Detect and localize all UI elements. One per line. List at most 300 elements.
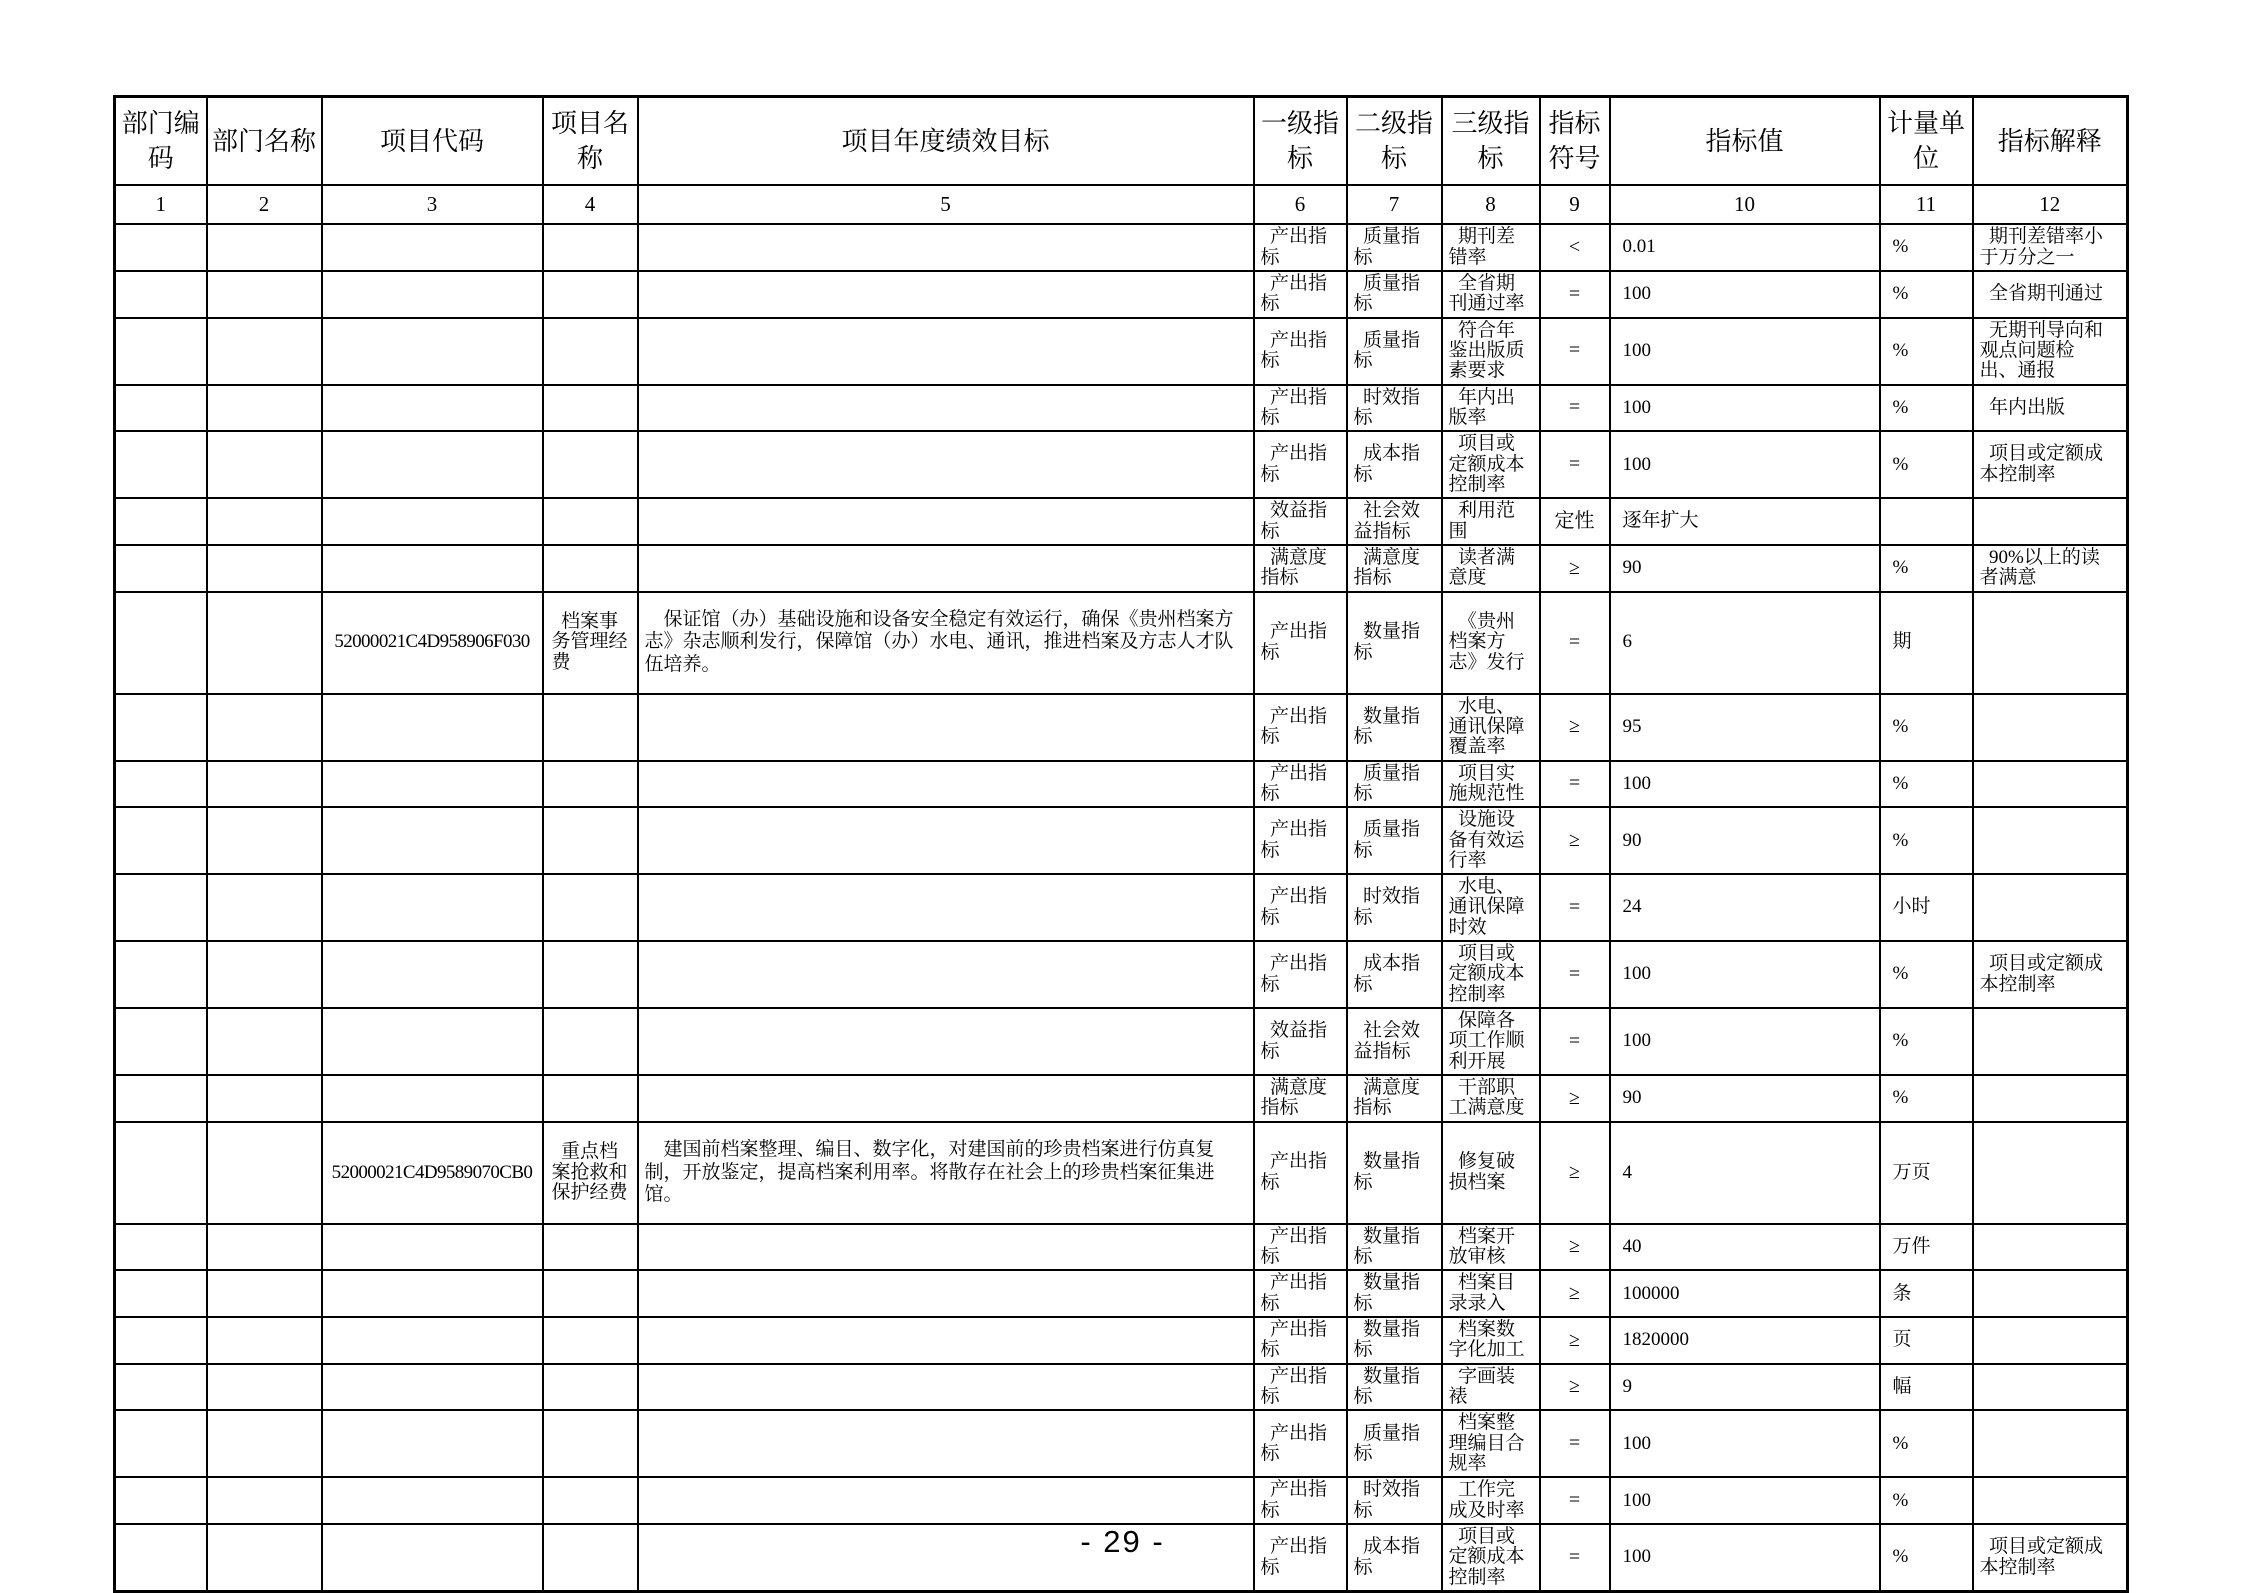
cell-annual-performance-target (638, 498, 1254, 545)
cell-indicator-value: 90 (1610, 807, 1880, 874)
cell-annual-performance-target (638, 694, 1254, 761)
cell-level3-indicator: 修复破损档案 (1442, 1122, 1540, 1224)
cell-dept-code (115, 1410, 207, 1477)
cell-measure-unit: % (1880, 1075, 1973, 1122)
cell-measure-unit: % (1880, 385, 1973, 432)
cell-indicator-value: 逐年扩大 (1610, 498, 1880, 545)
cell-dept-code (115, 761, 207, 808)
table-row (115, 874, 2128, 941)
cell-level1-indicator: 效益指标 (1254, 498, 1347, 545)
table-row (115, 941, 2128, 1008)
cell-indicator-value: 90 (1610, 1075, 1880, 1122)
cell-dept-name (207, 1317, 322, 1364)
cell-project-name (543, 1364, 638, 1411)
cell-annual-performance-target (638, 1075, 1254, 1122)
cell-measure-unit: 条 (1880, 1270, 1973, 1317)
cell-indicator-symbol: = (1540, 761, 1610, 808)
cell-indicator-explanation: 项目或定额成本控制率 (1973, 431, 2128, 498)
column-header-3: 项目代码 (322, 97, 543, 186)
cell-indicator-explanation: 年内出版 (1973, 385, 2128, 432)
cell-indicator-explanation (1973, 1008, 2128, 1075)
cell-level3-indicator: 项目或定额成本控制率 (1442, 431, 1540, 498)
cell-level1-indicator: 满意度指标 (1254, 545, 1347, 592)
cell-project-code (322, 941, 543, 1008)
table-row (115, 1317, 2128, 1364)
cell-project-code (322, 224, 543, 271)
cell-measure-unit: % (1880, 224, 1973, 271)
table-row (115, 1224, 2128, 1271)
cell-indicator-value: 0.01 (1610, 224, 1880, 271)
cell-indicator-value: 100 (1610, 1524, 1880, 1591)
cell-measure-unit: % (1880, 271, 1973, 318)
cell-level3-indicator: 期刊差错率 (1442, 224, 1540, 271)
cell-dept-code (115, 1224, 207, 1271)
cell-dept-code (115, 498, 207, 545)
cell-project-name (543, 761, 638, 808)
cell-indicator-symbol: = (1540, 1477, 1610, 1524)
table-body (115, 224, 2128, 1591)
table-row (115, 694, 2128, 761)
cell-dept-code (115, 1477, 207, 1524)
column-header-2: 部门名称 (207, 97, 322, 186)
cell-indicator-value: 100 (1610, 761, 1880, 808)
column-number-7: 7 (1347, 185, 1442, 224)
cell-project-name (543, 807, 638, 874)
cell-annual-performance-target (638, 271, 1254, 318)
cell-indicator-symbol: = (1540, 271, 1610, 318)
cell-indicator-symbol: 定性 (1540, 498, 1610, 545)
cell-dept-code (115, 545, 207, 592)
cell-indicator-value: 6 (1610, 592, 1880, 694)
cell-annual-performance-target (638, 941, 1254, 1008)
cell-level1-indicator: 效益指标 (1254, 1008, 1347, 1075)
table-row (115, 1075, 2128, 1122)
cell-annual-performance-target (638, 431, 1254, 498)
cell-indicator-explanation (1973, 1122, 2128, 1224)
table-row (115, 271, 2128, 318)
cell-measure-unit: % (1880, 1008, 1973, 1075)
cell-project-code (322, 1317, 543, 1364)
cell-level3-indicator: 《贵州档案方志》发行 (1442, 592, 1540, 694)
cell-indicator-value: 90 (1610, 545, 1880, 592)
cell-indicator-symbol: ≥ (1540, 1364, 1610, 1411)
cell-indicator-explanation: 项目或定额成本控制率 (1973, 1524, 2128, 1591)
table-row (115, 318, 2128, 385)
cell-dept-name (207, 1075, 322, 1122)
cell-dept-name (207, 1008, 322, 1075)
cell-indicator-explanation (1973, 694, 2128, 761)
cell-dept-code (115, 385, 207, 432)
cell-dept-name (207, 385, 322, 432)
cell-annual-performance-target (638, 385, 1254, 432)
cell-project-name (543, 694, 638, 761)
cell-dept-name (207, 592, 322, 694)
cell-project-code (322, 271, 543, 318)
cell-level1-indicator: 产出指标 (1254, 694, 1347, 761)
cell-project-name (543, 224, 638, 271)
column-number-8: 8 (1442, 185, 1540, 224)
cell-indicator-value: 100 (1610, 431, 1880, 498)
cell-indicator-explanation (1973, 1410, 2128, 1477)
cell-indicator-value: 100 (1610, 941, 1880, 1008)
cell-dept-name (207, 271, 322, 318)
cell-project-name (543, 1075, 638, 1122)
cell-project-code (322, 807, 543, 874)
cell-indicator-explanation: 全省期刊通过 (1973, 271, 2128, 318)
column-number-row (115, 185, 2128, 224)
cell-indicator-value: 4 (1610, 1122, 1880, 1224)
cell-project-name (543, 431, 638, 498)
cell-level3-indicator: 档案整理编目合规率 (1442, 1410, 1540, 1477)
cell-level2-indicator: 质量指标 (1347, 224, 1442, 271)
cell-level3-indicator: 年内出版率 (1442, 385, 1540, 432)
cell-project-code (322, 498, 543, 545)
cell-project-code (322, 1410, 543, 1477)
column-number-4: 4 (543, 185, 638, 224)
cell-level2-indicator: 质量指标 (1347, 318, 1442, 385)
column-number-6: 6 (1254, 185, 1347, 224)
cell-level3-indicator: 项目或定额成本控制率 (1442, 1524, 1540, 1591)
cell-level2-indicator: 满意度指标 (1347, 545, 1442, 592)
cell-dept-name (207, 318, 322, 385)
cell-level3-indicator: 项目或定额成本控制率 (1442, 941, 1540, 1008)
cell-measure-unit: % (1880, 1410, 1973, 1477)
cell-annual-performance-target (638, 1410, 1254, 1477)
column-number-11: 11 (1880, 185, 1973, 224)
cell-level1-indicator: 产出指标 (1254, 1122, 1347, 1224)
cell-level3-indicator: 档案数字化加工 (1442, 1317, 1540, 1364)
column-header-1: 部门编码 (115, 97, 207, 186)
cell-level2-indicator: 质量指标 (1347, 1410, 1442, 1477)
cell-annual-performance-target (638, 1270, 1254, 1317)
cell-level1-indicator: 产出指标 (1254, 941, 1347, 1008)
cell-level1-indicator: 产出指标 (1254, 761, 1347, 808)
cell-project-name (543, 1008, 638, 1075)
cell-indicator-explanation (1973, 1075, 2128, 1122)
table-row (115, 1477, 2128, 1524)
cell-level2-indicator: 时效指标 (1347, 385, 1442, 432)
cell-indicator-value: 95 (1610, 694, 1880, 761)
cell-level2-indicator: 社会效益指标 (1347, 498, 1442, 545)
cell-dept-code (115, 1364, 207, 1411)
cell-project-code: 52000021C4D9589070CB0 (322, 1122, 543, 1224)
column-header-10: 指标值 (1610, 97, 1880, 186)
table-header (115, 97, 2128, 225)
column-header-5: 项目年度绩效目标 (638, 97, 1254, 186)
cell-level2-indicator: 时效指标 (1347, 1477, 1442, 1524)
cell-dept-name (207, 545, 322, 592)
table-row (115, 1364, 2128, 1411)
cell-indicator-value: 100000 (1610, 1270, 1880, 1317)
cell-indicator-explanation (1973, 1224, 2128, 1271)
cell-dept-code (115, 941, 207, 1008)
cell-dept-code (115, 1122, 207, 1224)
column-number-5: 5 (638, 185, 1254, 224)
cell-dept-name (207, 761, 322, 808)
cell-dept-name (207, 498, 322, 545)
cell-level2-indicator: 数量指标 (1347, 1317, 1442, 1364)
cell-project-code (322, 1477, 543, 1524)
cell-dept-name (207, 1477, 322, 1524)
cell-level2-indicator: 数量指标 (1347, 1122, 1442, 1224)
cell-dept-code (115, 874, 207, 941)
cell-dept-code (115, 807, 207, 874)
cell-level2-indicator: 满意度指标 (1347, 1075, 1442, 1122)
cell-measure-unit: 万页 (1880, 1122, 1973, 1224)
cell-level3-indicator: 档案目录录入 (1442, 1270, 1540, 1317)
cell-level2-indicator: 数量指标 (1347, 1364, 1442, 1411)
cell-project-code (322, 694, 543, 761)
cell-indicator-explanation: 项目或定额成本控制率 (1973, 941, 2128, 1008)
cell-level3-indicator: 项目实施规范性 (1442, 761, 1540, 808)
cell-level2-indicator: 数量指标 (1347, 1270, 1442, 1317)
cell-dept-name (207, 1410, 322, 1477)
cell-dept-code (115, 1317, 207, 1364)
cell-indicator-explanation (1973, 498, 2128, 545)
cell-level2-indicator: 质量指标 (1347, 271, 1442, 318)
table-row (115, 1008, 2128, 1075)
cell-project-name (543, 385, 638, 432)
cell-indicator-explanation: 90%以上的读者满意 (1973, 545, 2128, 592)
cell-level2-indicator: 数量指标 (1347, 694, 1442, 761)
cell-level1-indicator: 产出指标 (1254, 1410, 1347, 1477)
cell-level3-indicator: 工作完成及时率 (1442, 1477, 1540, 1524)
cell-measure-unit: 期 (1880, 592, 1973, 694)
cell-project-name: 重点档案抢救和保护经费 (543, 1122, 638, 1224)
cell-level3-indicator: 水电、通讯保障时效 (1442, 874, 1540, 941)
cell-measure-unit: % (1880, 761, 1973, 808)
column-header-11: 计量单位 (1880, 97, 1973, 186)
cell-annual-performance-target (638, 807, 1254, 874)
column-number-2: 2 (207, 185, 322, 224)
cell-dept-name (207, 1224, 322, 1271)
cell-level3-indicator: 干部职工满意度 (1442, 1075, 1540, 1122)
cell-level2-indicator: 质量指标 (1347, 761, 1442, 808)
cell-level2-indicator: 数量指标 (1347, 592, 1442, 694)
table-row (115, 545, 2128, 592)
column-number-1: 1 (115, 185, 207, 224)
table-row (115, 1270, 2128, 1317)
cell-indicator-value: 100 (1610, 271, 1880, 318)
column-header-9: 指标符号 (1540, 97, 1610, 186)
cell-level1-indicator: 产出指标 (1254, 1224, 1347, 1271)
cell-dept-code (115, 1075, 207, 1122)
cell-level3-indicator: 水电、通讯保障覆盖率 (1442, 694, 1540, 761)
cell-annual-performance-target (638, 545, 1254, 592)
cell-level1-indicator: 产出指标 (1254, 1317, 1347, 1364)
column-header-12: 指标解释 (1973, 97, 2128, 186)
cell-indicator-symbol: ≥ (1540, 807, 1610, 874)
cell-project-name (543, 874, 638, 941)
cell-indicator-value: 100 (1610, 318, 1880, 385)
cell-annual-performance-target (638, 1008, 1254, 1075)
table-row (115, 807, 2128, 874)
cell-dept-name (207, 1364, 322, 1411)
cell-measure-unit: 小时 (1880, 874, 1973, 941)
cell-measure-unit: 页 (1880, 1317, 1973, 1364)
cell-measure-unit: % (1880, 807, 1973, 874)
cell-project-code (322, 318, 543, 385)
cell-project-code (322, 761, 543, 808)
cell-project-name (543, 941, 638, 1008)
cell-indicator-symbol: ≥ (1540, 1270, 1610, 1317)
cell-annual-performance-target (638, 1477, 1254, 1524)
column-number-3: 3 (322, 185, 543, 224)
table-row (115, 498, 2128, 545)
table-row (115, 385, 2128, 432)
cell-measure-unit: 万件 (1880, 1224, 1973, 1271)
cell-annual-performance-target (638, 318, 1254, 385)
cell-dept-code (115, 431, 207, 498)
cell-level3-indicator: 符合年鉴出版质素要求 (1442, 318, 1540, 385)
cell-annual-performance-target (638, 761, 1254, 808)
cell-dept-code (115, 1008, 207, 1075)
cell-project-code (322, 1364, 543, 1411)
cell-indicator-explanation (1973, 1317, 2128, 1364)
cell-indicator-symbol: ≥ (1540, 545, 1610, 592)
cell-level2-indicator: 成本指标 (1347, 431, 1442, 498)
cell-level2-indicator: 质量指标 (1347, 807, 1442, 874)
cell-indicator-value: 1820000 (1610, 1317, 1880, 1364)
cell-dept-code (115, 271, 207, 318)
cell-level3-indicator: 利用范围 (1442, 498, 1540, 545)
cell-level3-indicator: 保障各项工作顺利开展 (1442, 1008, 1540, 1075)
cell-indicator-symbol: = (1540, 1008, 1610, 1075)
cell-dept-code (115, 592, 207, 694)
cell-annual-performance-target (638, 1317, 1254, 1364)
cell-level1-indicator: 满意度指标 (1254, 1075, 1347, 1122)
cell-indicator-explanation (1973, 874, 2128, 941)
cell-annual-performance-target: 建国前档案整理、编目、数字化，对建国前的珍贵档案进行仿真复制，开放鉴定，提高档案利用率。将散存在社会上的珍贵档案征集进馆。 (638, 1122, 1254, 1224)
cell-level2-indicator: 时效指标 (1347, 874, 1442, 941)
cell-project-name (543, 318, 638, 385)
cell-indicator-explanation (1973, 1477, 2128, 1524)
cell-dept-name (207, 431, 322, 498)
cell-dept-code (115, 694, 207, 761)
cell-project-code: 52000021C4D958906F030 (322, 592, 543, 694)
cell-indicator-symbol: = (1540, 874, 1610, 941)
cell-indicator-symbol: < (1540, 224, 1610, 271)
cell-level1-indicator: 产出指标 (1254, 807, 1347, 874)
cell-indicator-explanation (1973, 592, 2128, 694)
cell-measure-unit: % (1880, 941, 1973, 1008)
cell-indicator-symbol: ≥ (1540, 694, 1610, 761)
cell-level3-indicator: 设施设备有效运行率 (1442, 807, 1540, 874)
cell-project-name (543, 1317, 638, 1364)
cell-indicator-explanation (1973, 1270, 2128, 1317)
cell-level2-indicator: 成本指标 (1347, 941, 1442, 1008)
table-row (115, 761, 2128, 808)
cell-level1-indicator: 产出指标 (1254, 431, 1347, 498)
cell-project-code (322, 1224, 543, 1271)
cell-project-name (543, 545, 638, 592)
cell-dept-name (207, 1270, 322, 1317)
cell-indicator-symbol: = (1540, 592, 1610, 694)
cell-level1-indicator: 产出指标 (1254, 271, 1347, 318)
cell-indicator-value: 24 (1610, 874, 1880, 941)
column-header-4: 项目名称 (543, 97, 638, 186)
cell-annual-performance-target (638, 874, 1254, 941)
cell-measure-unit: % (1880, 694, 1973, 761)
cell-indicator-explanation (1973, 761, 2128, 808)
cell-indicator-value: 9 (1610, 1364, 1880, 1411)
cell-indicator-symbol: = (1540, 385, 1610, 432)
cell-level1-indicator: 产出指标 (1254, 318, 1347, 385)
cell-measure-unit: 幅 (1880, 1364, 1973, 1411)
cell-measure-unit: % (1880, 1477, 1973, 1524)
cell-level1-indicator: 产出指标 (1254, 1524, 1347, 1591)
cell-dept-name (207, 694, 322, 761)
cell-annual-performance-target (638, 1364, 1254, 1411)
column-number-12: 12 (1973, 185, 2128, 224)
cell-indicator-value: 100 (1610, 385, 1880, 432)
cell-indicator-symbol: = (1540, 431, 1610, 498)
cell-level2-indicator: 数量指标 (1347, 1224, 1442, 1271)
cell-project-code (322, 874, 543, 941)
cell-indicator-symbol: = (1540, 1524, 1610, 1591)
cell-indicator-symbol: ≥ (1540, 1075, 1610, 1122)
cell-level1-indicator: 产出指标 (1254, 1270, 1347, 1317)
cell-project-code (322, 1008, 543, 1075)
cell-indicator-symbol: ≥ (1540, 1122, 1610, 1224)
cell-level1-indicator: 产出指标 (1254, 385, 1347, 432)
cell-project-code (322, 385, 543, 432)
cell-measure-unit: % (1880, 1524, 1973, 1591)
cell-dept-name (207, 874, 322, 941)
cell-measure-unit (1880, 498, 1973, 545)
cell-project-code (322, 431, 543, 498)
cell-project-name: 档案事务管理经费 (543, 592, 638, 694)
cell-dept-name (207, 224, 322, 271)
table-row (115, 1410, 2128, 1477)
cell-level1-indicator: 产出指标 (1254, 224, 1347, 271)
cell-project-name (543, 1224, 638, 1271)
table-row (115, 1122, 2128, 1224)
cell-measure-unit: % (1880, 318, 1973, 385)
cell-annual-performance-target (638, 1224, 1254, 1271)
column-header-7: 二级指标 (1347, 97, 1442, 186)
cell-indicator-symbol: = (1540, 318, 1610, 385)
cell-project-name (543, 498, 638, 545)
cell-indicator-explanation (1973, 1364, 2128, 1411)
column-number-9: 9 (1540, 185, 1610, 224)
cell-level1-indicator: 产出指标 (1254, 1364, 1347, 1411)
cell-indicator-value: 100 (1610, 1477, 1880, 1524)
cell-indicator-value: 40 (1610, 1224, 1880, 1271)
cell-indicator-symbol: ≥ (1540, 1224, 1610, 1271)
cell-indicator-value: 100 (1610, 1410, 1880, 1477)
cell-annual-performance-target (638, 224, 1254, 271)
cell-project-name (543, 1410, 638, 1477)
page-number: - 29 - (1080, 1524, 1165, 1559)
cell-level3-indicator: 全省期刊通过率 (1442, 271, 1540, 318)
cell-level2-indicator: 社会效益指标 (1347, 1008, 1442, 1075)
cell-dept-code (115, 318, 207, 385)
cell-dept-code (115, 224, 207, 271)
cell-project-code (322, 1270, 543, 1317)
cell-level1-indicator: 产出指标 (1254, 874, 1347, 941)
cell-dept-name (207, 807, 322, 874)
cell-level3-indicator: 读者满意度 (1442, 545, 1540, 592)
cell-dept-code (115, 1270, 207, 1317)
cell-dept-name (207, 1122, 322, 1224)
cell-level3-indicator: 字画装裱 (1442, 1364, 1540, 1411)
cell-project-name (543, 271, 638, 318)
cell-indicator-explanation: 期刊差错率小于万分之一 (1973, 224, 2128, 271)
cell-level3-indicator: 档案开放审核 (1442, 1224, 1540, 1271)
cell-indicator-explanation: 无期刊导向和观点问题检出、通报 (1973, 318, 2128, 385)
cell-project-name (543, 1270, 638, 1317)
